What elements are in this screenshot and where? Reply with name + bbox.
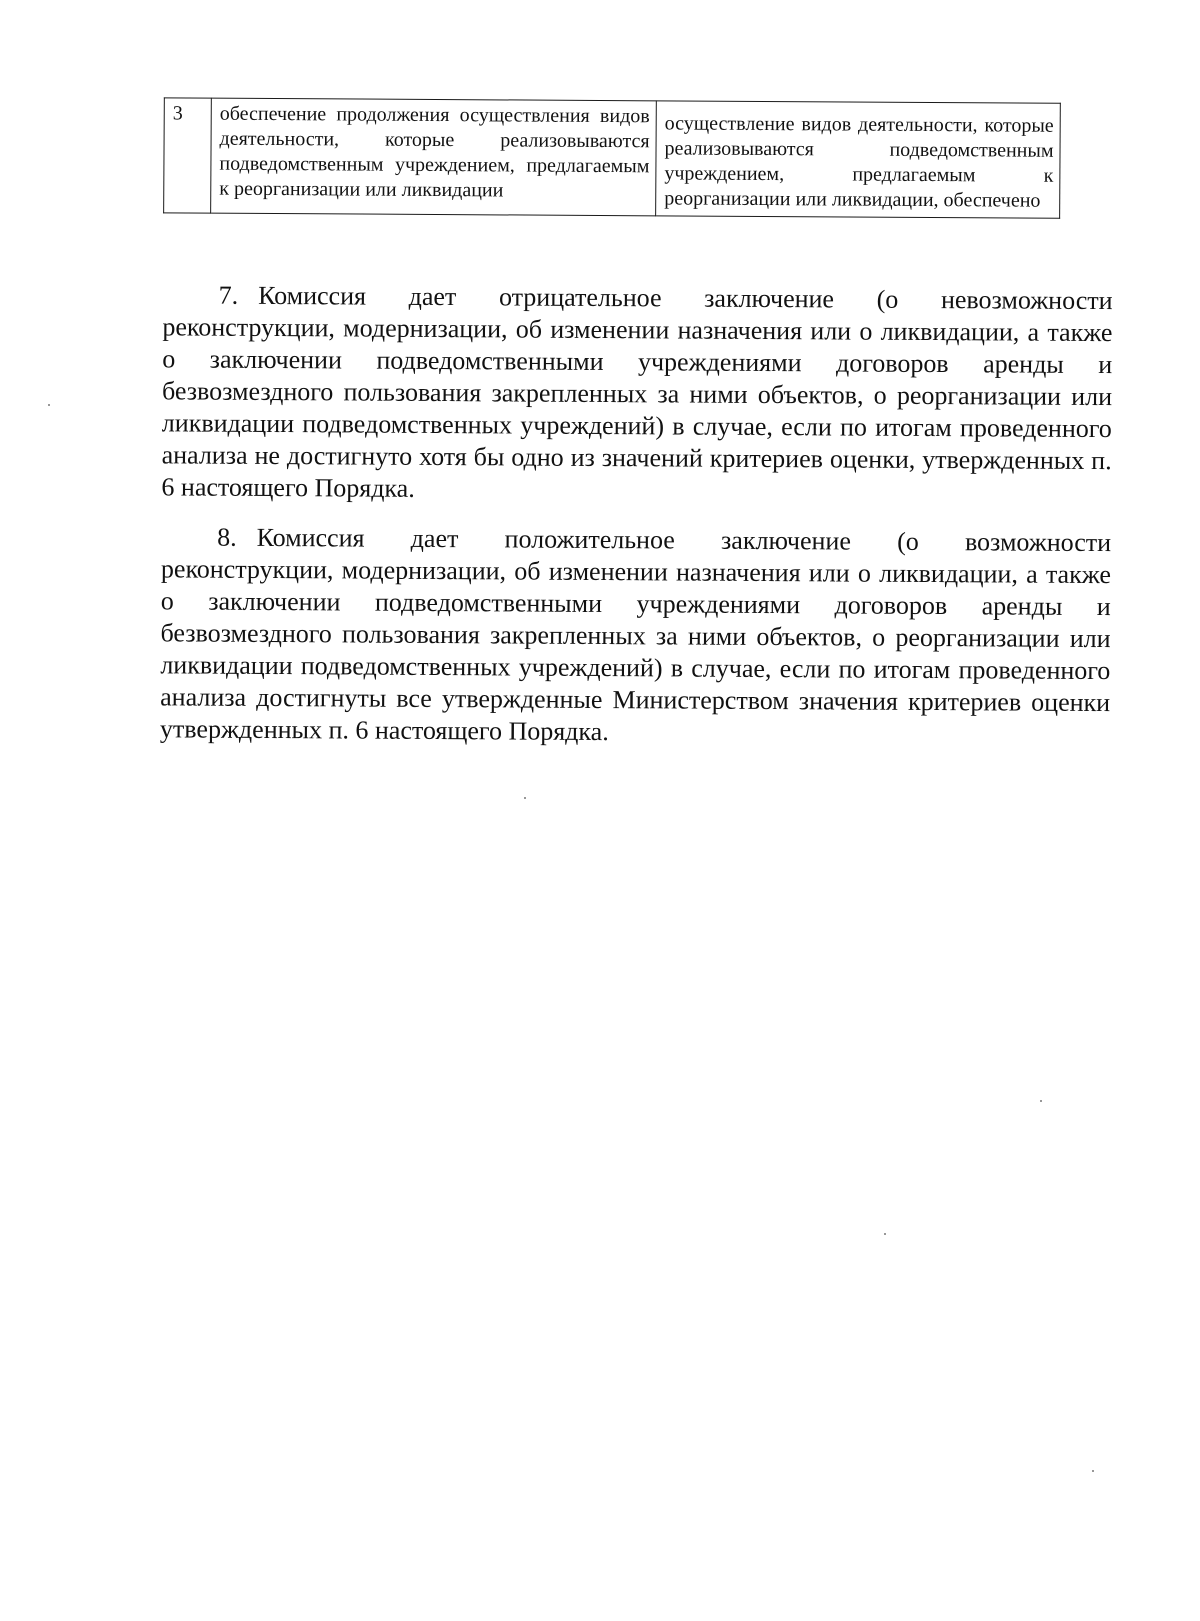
paragraph-7-lead: Комиссия дает отрицательное заключение (о невозможности xyxy=(258,280,1113,316)
paragraph-8 xyxy=(160,521,1111,751)
table-row xyxy=(164,98,1061,218)
scan-speck xyxy=(48,404,50,406)
scan-speck xyxy=(1040,1100,1042,1102)
paragraph-7-body: реконструкции, модернизации, об изменении назначения или о ликвидации, а также о заключении подведомственными учреждениями договоров аренды и безвозмездного пользования закрепленных за ними объектов, о реорганизации или ликвидации подведомственных учреждений) в случае, если по итогам проведенного анализа не достигнуто хотя бы одно из значений критериев оценки, утвержденных п. 6 настоящего Порядка. xyxy=(161,312,1113,503)
criterion-cell: обеспечение продолжения осуществления видов деятельности, которые реализовываются подведомственным учреждением, предлагаемым к реорганизации или ликвидации xyxy=(211,98,657,216)
paragraph-8-first-line xyxy=(161,521,1111,559)
paragraph-7 xyxy=(161,279,1112,509)
criteria-table xyxy=(163,97,1061,218)
scan-speck xyxy=(884,1233,886,1235)
paragraph-7-number: 7. xyxy=(218,280,239,310)
paragraph-7-first-line xyxy=(163,279,1113,317)
paragraph-8-body: реконструкции, модернизации, об изменении назначения или о ликвидации, а также о заключении подведомственными учреждениями договоров аренды и безвозмездного пользования закрепленных за ними объектов, о реорганизации или ликвидации подведомственных учреждений) в случае, если по итогам проведенного анализа достигнуты все утвержденные Министерством значения критериев оценки утвержденных п. 6 настоящего Порядка. xyxy=(159,554,1112,747)
criterion-value-cell: осуществление видов деятельности, которые реализовываются подведомственным учреждением, предлагаемым к реорганизации или ликвидации, обеспечено xyxy=(656,101,1061,218)
row-number: 3 xyxy=(164,98,212,213)
scan-speck xyxy=(1092,1470,1094,1472)
paragraph-8-lead: Комиссия дает положительное заключение (о возможности xyxy=(256,522,1112,558)
paragraph-8-number: 8. xyxy=(217,522,237,552)
scan-speck xyxy=(524,797,526,799)
